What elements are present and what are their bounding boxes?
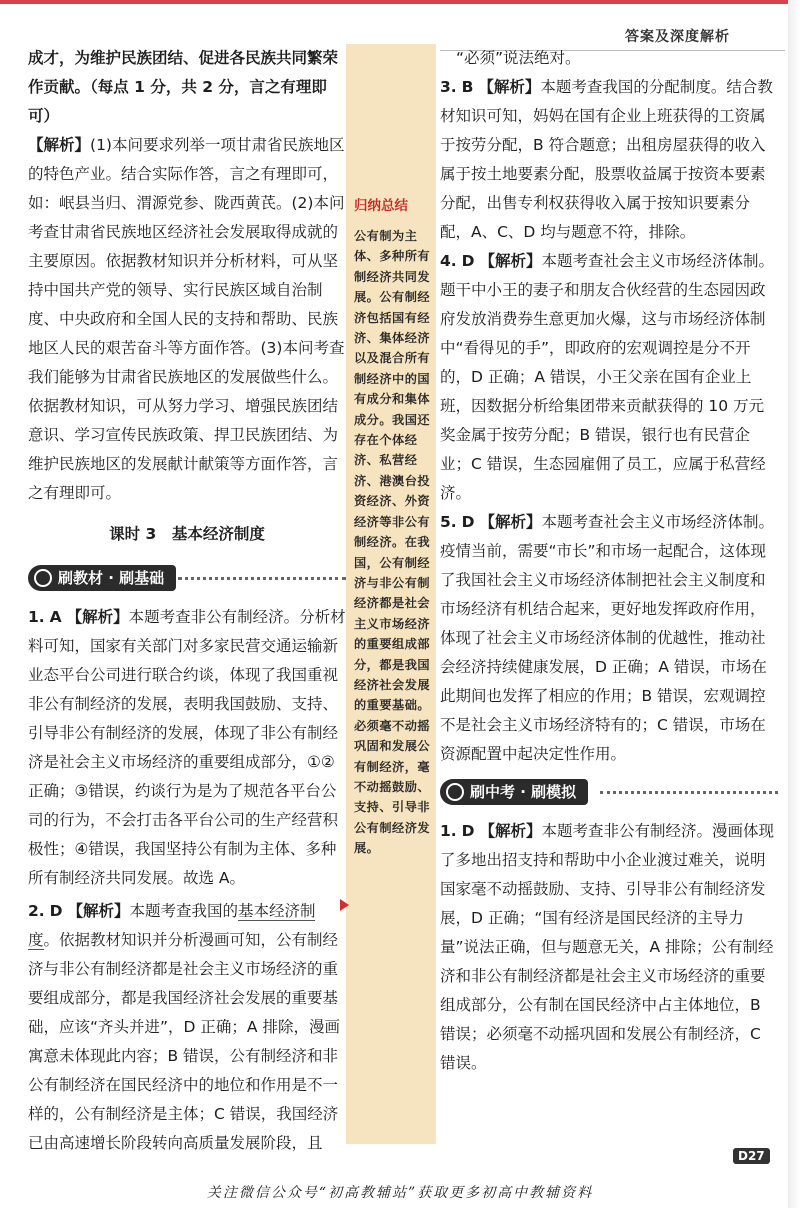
analysis-tag: 【解析】 <box>67 902 130 920</box>
question-text: 本题考查我国的分配制度。结合教材知识可知，妈妈在国有企业上班获得的工资属于按劳分配，B 符合题意；出租房屋获得的收入属于按土地要素分配，股票收益属于按资本要素分配，出售专利权获得收入属于按知识要素分配，A、C、D 均与题意不符，排除。 <box>440 78 773 241</box>
answer-letter: D <box>49 902 63 920</box>
left-column <box>28 44 346 1158</box>
sidebar-text: 公有制为主体、多种所有制经济共同发展。公有制经济包括国有经济、集体经济以及混合所有制经济中的国有成分和集体成分。我国还存在个体经济、私营经济、港澳台投资经济、外资经济等非公有制经济。在我国，公有制经济与非公有制经济都是社会主义市场经济的重要组成部分，都是我国经济社会发展的重要基础。必须毫不动摇巩固和发展公有制经济，毫不动摇鼓励、支持、引导非公有制经济发展。 <box>354 229 431 856</box>
summary-sidebar <box>346 44 436 1144</box>
question-number: 1. <box>28 608 45 626</box>
brush-icon <box>446 783 464 801</box>
banner-label: 刷教材 · 刷基础 <box>58 569 165 587</box>
banner-badge <box>440 779 588 805</box>
continued-text: “必须”说法绝对。 <box>456 49 581 67</box>
question-number: 2. <box>28 902 45 920</box>
header-title: 答案及深度解析 <box>625 29 730 45</box>
question-text: 本题考查社会主义市场经济体制。题干中小王的妻子和朋友合伙经营的生态园因政府发放消费券生意更加火爆，这与市场经济体制中“看得见的手”，即政府的宏观调控是分不开的，D 正确；A 错误，小王父亲在国有企业上班，因数据分析给集团带来贡献获得的 10 万元奖金属于按劳分配；B 错误，银行也有民营企业；C 错误，生态园雇佣了员工，应属于私营经济。 <box>440 252 774 502</box>
underlined-term: 基本经济制度 <box>28 902 316 949</box>
analysis-tag: 【解析】 <box>479 513 542 531</box>
top-color-strip <box>0 0 800 4</box>
intro-line-1: 成才，为维护民族团结、促进各民族共同繁荣 <box>28 49 339 67</box>
question-4 <box>440 247 778 508</box>
page-edge-shadow <box>788 0 800 1208</box>
intro-line-2: 作贡献。（每点 1 分，共 2 分，言之有理即可） <box>28 78 327 125</box>
section-banner-exam <box>440 777 778 807</box>
pointer-arrow-icon <box>340 899 349 911</box>
answer-letter: D <box>461 513 475 531</box>
banner-dotted-line <box>600 791 778 794</box>
banner-label: 刷中考 · 刷模拟 <box>470 783 577 801</box>
question-number: 4. <box>440 252 457 270</box>
question-2 <box>28 897 346 1158</box>
question-text: 本题考查非公有制经济。分析材料可知，国家有关部门对多家民营交通运输新业态平台公司进行联合约谈，体现了我国重视非公有制经济的发展，表明我国鼓励、支持、引导非公有制经济的发展，体现了非公有制经济是社会主义市场经济的重要组成部分，①②正确；③错误，约谈行为是为了规范各平台公司的行为，不会打击各平台公司的生产经营积极性；④错误，我国坚持公有制为主体、多种所有制经济共同发展。故选 A。 <box>28 608 346 887</box>
answer-letter: A <box>49 608 62 626</box>
answer-letter: D <box>461 252 475 270</box>
question-number: 5. <box>440 513 457 531</box>
question-1 <box>28 603 346 893</box>
analysis-tag: 【解析】 <box>28 136 91 154</box>
question-6 <box>440 817 778 1078</box>
question-number: 1. <box>440 822 457 840</box>
question-text: 本题考查我国的 <box>129 902 238 920</box>
banner-dotted-line <box>178 577 346 580</box>
right-column <box>440 44 778 1078</box>
brush-icon <box>34 569 52 587</box>
page-number: D27 <box>733 1148 770 1164</box>
question-number: 3. <box>440 78 457 96</box>
analysis-tag: 【解析】 <box>479 252 542 270</box>
question-text: 。依据教材知识并分析漫画可知，公有制经济与非公有制经济都是社会主义市场经济的重要组成部分，都是我国经济社会发展的重要基础，应该“齐头并进”，D 正确；A 排除，漫画寓意未体现此内容；B 错误，公有制经济和非公有制经济在国民经济中的地位和作用是不一样的，公有制经济是主体；C 错误，我国经济已由高速增长阶段转向高质量发展阶段，且 <box>28 931 340 1152</box>
answer-letter: D <box>461 822 475 840</box>
analysis-paragraph <box>28 131 346 508</box>
footer-note: 关注微信公众号“初高教辅站”获取更多初高中教辅资料 <box>206 1185 594 1201</box>
analysis-tag: 【解析】 <box>478 78 541 96</box>
question-text: 本题考查非公有制经济。漫画体现了多地出招支持和帮助中小企业渡过难关，说明国家毫不动摇鼓励、支持、引导非公有制经济发展，D 正确；“国有经济是国民经济的主导力量”说法正确，但与题意无关，A 排除；公有制经济和非公有制经济都是社会主义市场经济的重要组成部分，公有制在国民经济中占主体地位，B 错误；必须毫不动摇巩固和发展公有制经济，C 错误。 <box>440 822 774 1072</box>
section-banner-basics <box>28 563 346 593</box>
question-text: 本题考查社会主义市场经济体制。疫情当前，需要“市长”和市场一起配合，这体现了我国社会主义市场经济体制把社会主义制度和市场经济有机结合起来，更好地发挥政府作用，体现了社会主义市场经济体制的优越性，推动社会经济持续健康发展，D 正确；A 错误，市场在此期间也发挥了相应的作用；B 错误，宏观调控不是社会主义市场经济特有的；C 错误，市场在资源配置中起决定性作用。 <box>440 513 774 763</box>
question-5 <box>440 508 778 769</box>
analysis-text: (1)本问要求列举一项甘肃省民族地区的特色产业。结合实际作答，言之有理即可，如：岷县当归、渭源党参、陇西黄芪。(2)本问考查甘肃省民族地区经济社会发展取得成就的主要原因。依据教材知识并分析材料，可从坚持中国共产党的领导、实行民族区域自治制度、中央政府和全国人民的支持和帮助、民族地区人民的艰苦奋斗等方面作答。(3)本问考查我们能够为甘肃省民族地区的发展做些什么。依据教材知识，可从努力学习、增强民族团结意识、学习宣传民族政策、捍卫民族团结、为维护民族地区的发展献计献策等方面作答，言之有理即可。 <box>28 136 345 502</box>
sidebar-title: 归纳总结 <box>354 198 408 214</box>
analysis-tag: 【解析】 <box>479 822 542 840</box>
analysis-tag: 【解析】 <box>66 608 129 626</box>
question-3 <box>440 73 778 247</box>
banner-badge <box>28 565 176 591</box>
answer-letter: B <box>461 78 474 96</box>
lesson-title: 课时 3 基本经济制度 <box>109 525 265 543</box>
